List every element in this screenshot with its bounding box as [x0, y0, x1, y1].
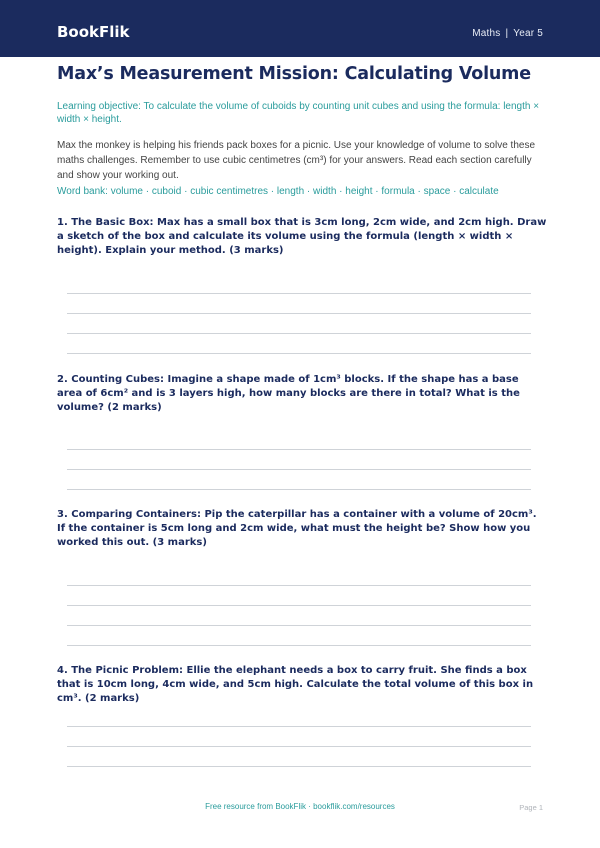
header-bar: [0, 0, 600, 57]
page-title: Max’s Measurement Mission: Calculating Volume: [57, 64, 531, 84]
answer-line[interactable]: [67, 293, 531, 294]
answer-line[interactable]: [67, 585, 531, 586]
answer-line[interactable]: [67, 489, 531, 490]
answer-line[interactable]: [67, 746, 531, 747]
answer-line[interactable]: [67, 313, 531, 314]
question-2: 2. Counting Cubes: Imagine a shape made of 1cm³ blocks. If the shape has a base area of 6cm² and is 3 layers high, how many blocks are there in total? What is the volume? (2 marks): [57, 374, 520, 414]
answer-line[interactable]: [67, 645, 531, 646]
year-level: Year 5: [513, 28, 543, 39]
brand-logo[interactable]: BookFlik: [57, 23, 130, 41]
subject-label: [472, 28, 543, 39]
answer-line[interactable]: [67, 625, 531, 626]
footer-link[interactable]: Free resource from BookFlik · bookflik.com/resources: [205, 802, 395, 811]
question-4: 4. The Picnic Problem: Ellie the elephant needs a box to carry fruit. She finds a box that is 10cm long, 4cm wide, and 5cm high. Calculate the total volume of this box in cm³. (2 marks): [57, 665, 534, 705]
intro-text: Max the monkey is helping his friends pack boxes for a picnic. Use your knowledge of volume to solve these maths challenges. Remember to use cubic centimetres (cm³) for your answers. Read each section carefully and show your working out.: [57, 140, 536, 181]
answer-line[interactable]: [67, 766, 531, 767]
answer-line[interactable]: [67, 449, 531, 450]
answer-line[interactable]: [67, 353, 531, 354]
subject-name: Maths: [472, 28, 501, 39]
word-bank: Word bank: volume · cuboid · cubic centimetres · length · width · height · formula · space · calculate: [57, 186, 499, 197]
page-number: Page 1: [519, 803, 543, 812]
subject-separator: |: [505, 28, 509, 39]
answer-line[interactable]: [67, 605, 531, 606]
question-1: 1. The Basic Box: Max has a small box that is 3cm long, 2cm wide, and 2cm high. Draw a sketch of the box and calculate its volume using the formula (length × width × height). Explain your method. (3 marks): [57, 217, 547, 257]
answer-line[interactable]: [67, 333, 531, 334]
answer-line[interactable]: [67, 469, 531, 470]
learning-objective: Learning objective: To calculate the volume of cuboids by counting unit cubes and using the formula: length × width × height.: [57, 101, 540, 125]
answer-line[interactable]: [67, 726, 531, 727]
question-3: 3. Comparing Containers: Pip the caterpillar has a container with a volume of 20cm³. If the container is 5cm long and 2cm wide, what must the height be? Show how you worked this out. (3 marks): [57, 509, 537, 549]
